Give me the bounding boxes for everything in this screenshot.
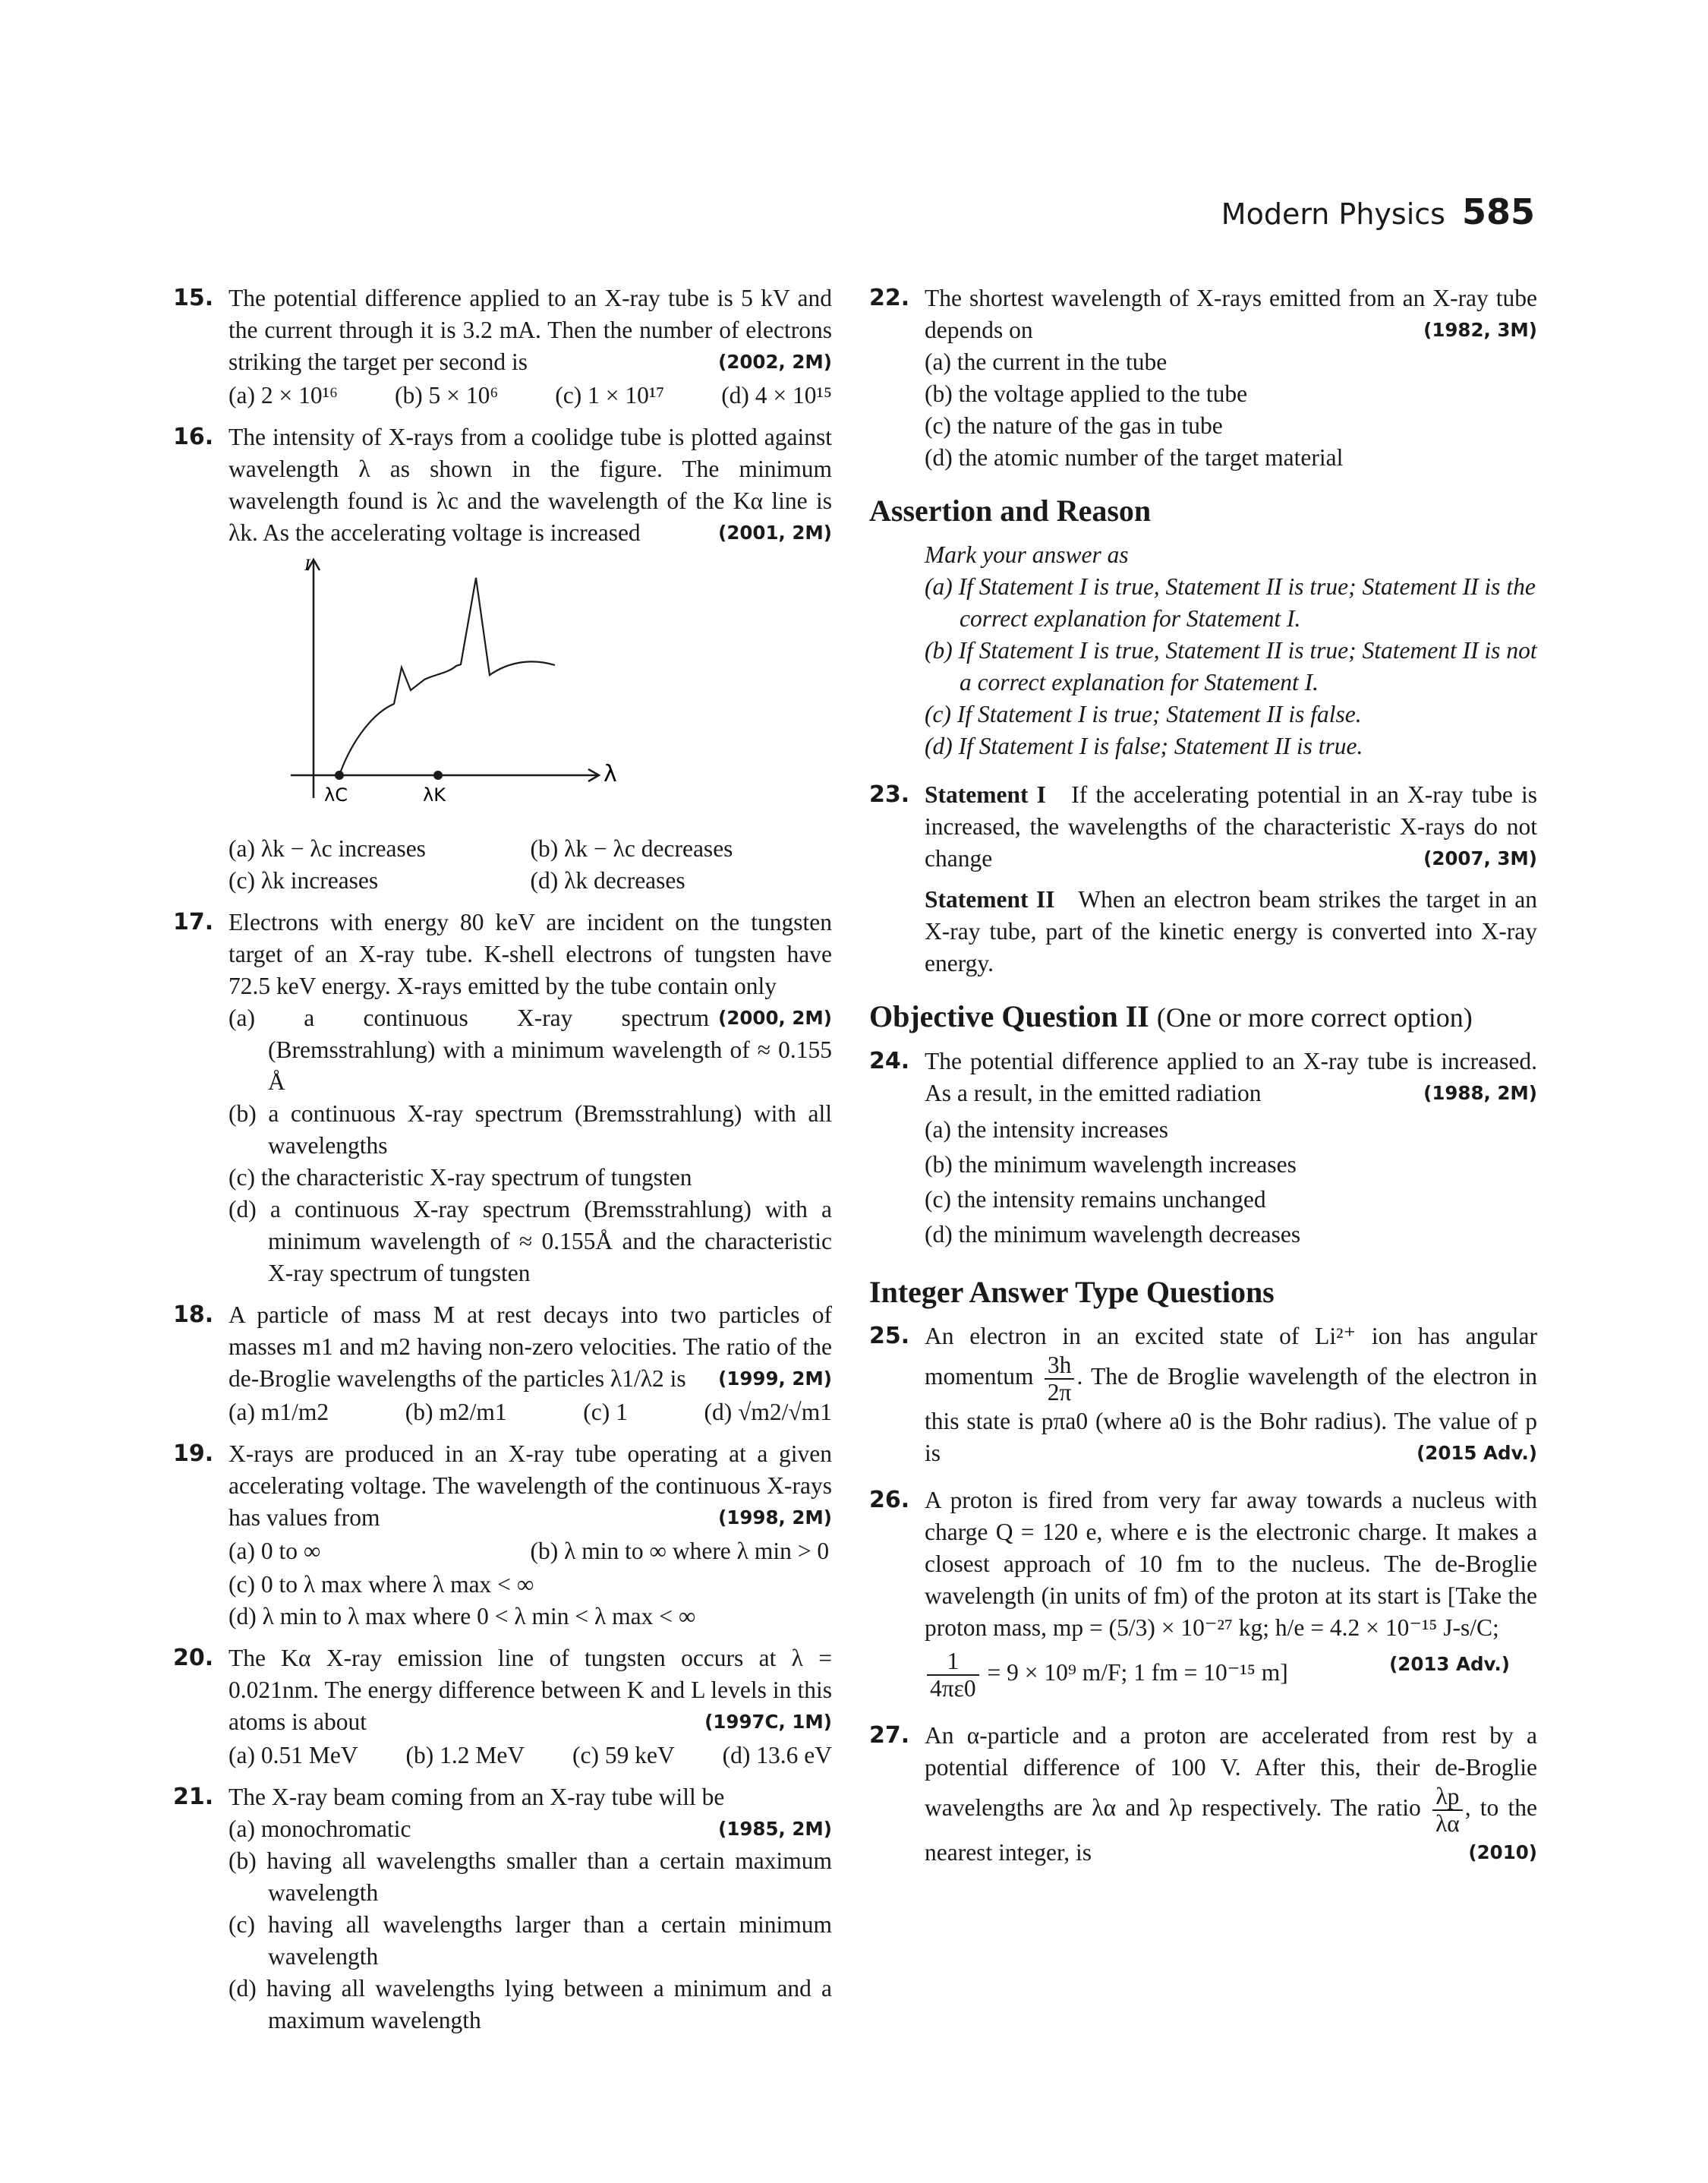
fraction-numerator: 3h bbox=[1045, 1352, 1075, 1380]
option-b: (b) λ min to ∞ where λ min > 0 bbox=[530, 1538, 830, 1564]
assertion-instructions bbox=[869, 539, 1537, 762]
statement-2-text: When an electron beam strikes the target in an X-ray tube, part of the kinetic energy is converted into X-ray energy. bbox=[925, 886, 1537, 976]
left-column bbox=[173, 282, 832, 2046]
option-d: (d) 13.6 eV bbox=[722, 1742, 832, 1768]
question-number: 21. bbox=[173, 1784, 214, 1810]
question-16 bbox=[173, 421, 832, 897]
option-a: (a) monochromatic bbox=[228, 1815, 411, 1842]
question-25 bbox=[869, 1320, 1537, 1469]
question-number: 16. bbox=[173, 424, 214, 450]
question-text: Electrons with energy 80 keV are incident on the tungsten target of an X-ray tube. K-shell electrons of tungsten have 72.5 keV energy. X-rays emitted by the tube contain only bbox=[228, 909, 832, 999]
section-title: Modern Physics bbox=[1221, 197, 1445, 231]
fraction-coulomb bbox=[927, 1648, 979, 1702]
question-number: 23. bbox=[869, 781, 910, 808]
right-column bbox=[869, 282, 1537, 1879]
option-b: (b) having all wavelengths smaller than a certain maximum wavelength bbox=[228, 1847, 832, 1906]
question-text: The X-ray beam coming from an X-ray tube will be bbox=[228, 1784, 725, 1810]
question-text: X-rays are produced in an X-ray tube operating at a given accelerating voltage. The wavelength of the continuous X-rays has values from bbox=[228, 1440, 832, 1531]
objective-ii-title: Objective Question II bbox=[869, 999, 1149, 1033]
question-27 bbox=[869, 1720, 1537, 1869]
fraction-lambda-ratio bbox=[1432, 1784, 1463, 1837]
option-b: (b) 5 × 10⁶ bbox=[394, 382, 499, 409]
options-row bbox=[228, 1740, 832, 1771]
question-19 bbox=[173, 1438, 832, 1633]
option-d: (d) the minimum wavelength decreases bbox=[925, 1221, 1301, 1248]
question-text: The Kα X-ray emission line of tungsten occurs at λ = 0.021nm. The energy difference between K and L levels in this atoms is about bbox=[228, 1645, 832, 1735]
question-number: 19. bbox=[173, 1440, 214, 1467]
intensity-curve bbox=[339, 578, 555, 775]
year-tag: (2007, 3M) bbox=[1423, 847, 1537, 869]
option-c: (c) the nature of the gas in tube bbox=[925, 412, 1223, 439]
question-number: 27. bbox=[869, 1722, 910, 1749]
option-a: (a) 0 to ∞ bbox=[228, 1538, 321, 1564]
option-b: (b) λk − λc decreases bbox=[530, 835, 733, 862]
option-a: (a) m1/m2 bbox=[228, 1399, 329, 1425]
option-c: (c) 1 bbox=[583, 1399, 628, 1425]
statement-1-label: Statement I bbox=[925, 781, 1046, 808]
option-b: (b) m2/m1 bbox=[405, 1399, 507, 1425]
question-20 bbox=[173, 1642, 832, 1771]
question-number: 24. bbox=[869, 1048, 910, 1074]
question-text-cont: , to the nearest integer, is bbox=[925, 1794, 1537, 1866]
question-text: The potential difference applied to an X-ray tube is increased. As a result, in the emitted radiation bbox=[925, 1048, 1537, 1106]
question-text: The potential difference applied to an X-ray tube is 5 kV and the current through it is 3.2 mA. Then the number of electrons striking the target per second is bbox=[228, 285, 832, 375]
question-number: 26. bbox=[869, 1487, 910, 1513]
question-text: An α-particle and a proton are accelerated from rest by a potential difference of 100 V. After this, their de-Broglie wavelengths are λα and λp respectively. The ratio bbox=[925, 1722, 1537, 1822]
fraction-numerator: λp bbox=[1432, 1784, 1463, 1811]
year-tag: (1988, 2M) bbox=[1423, 1082, 1537, 1104]
question-15 bbox=[173, 282, 832, 412]
option-b: (b) the minimum wavelength increases bbox=[925, 1151, 1297, 1178]
option-c: (c) the intensity remains unchanged bbox=[925, 1186, 1266, 1213]
question-26 bbox=[869, 1484, 1537, 1702]
graph-svg bbox=[228, 555, 684, 828]
instruction-lead: Mark your answer as bbox=[925, 541, 1129, 568]
option-d: (d) 4 × 10¹⁵ bbox=[721, 382, 832, 409]
year-tag: (2010) bbox=[1468, 1841, 1537, 1863]
question-18 bbox=[173, 1299, 832, 1428]
options-row bbox=[228, 380, 832, 412]
page-number: 585 bbox=[1461, 191, 1535, 232]
option-d: (d) λk decreases bbox=[530, 867, 685, 894]
option-c: (c) 59 keV bbox=[572, 1742, 675, 1768]
question-number: 22. bbox=[869, 285, 910, 311]
question-22 bbox=[869, 282, 1537, 474]
lambda-c-point bbox=[335, 771, 344, 780]
year-tag: (2001, 2M) bbox=[718, 522, 832, 544]
statement-2-label: Statement II bbox=[925, 886, 1055, 913]
question-text-cont: . The de Broglie wavelength of the electron in this state is pπa0 (where a0 is the Bohr radius). The value of p is bbox=[925, 1363, 1537, 1466]
question-text: A particle of mass M at rest decays into two particles of masses m1 and m2 having non-zero velocities. The ratio of the de-Broglie wavelengths of the particles λ1/λ2 is bbox=[228, 1301, 832, 1392]
question-number: 20. bbox=[173, 1645, 214, 1671]
option-d: (d) a continuous X-ray spectrum (Bremsstrahlung) with a minimum wavelength of ≈ 0.155Å and the characteristic X-ray spectrum of tungsten bbox=[228, 1196, 832, 1286]
option-a: (a) a continuous X-ray spectrum (Bremsstrahlung) with a minimum wavelength of ≈ 0.155 Å bbox=[228, 1005, 832, 1095]
option-d: (d) the atomic number of the target material bbox=[925, 444, 1344, 471]
ar-option-b: (b) If Statement I is true, Statement II is true; Statement II is not a correct explanation for Statement I. bbox=[925, 637, 1537, 696]
assertion-reason-heading: Assertion and Reason bbox=[869, 494, 1152, 528]
option-d: (d) √m2/√m1 bbox=[704, 1399, 832, 1425]
year-tag: (1999, 2M) bbox=[718, 1368, 832, 1390]
options-row bbox=[228, 1396, 832, 1428]
question-text: The shortest wavelength of X-rays emitted from an X-ray tube depends on bbox=[925, 285, 1537, 343]
fraction-numerator: 1 bbox=[927, 1648, 979, 1676]
question-text: The intensity of X-rays from a coolidge tube is plotted against wavelength λ as shown in the figure. The minimum wavelength found is λc and the wavelength of the Kα line is λk. As the accelerating voltage is increased bbox=[228, 424, 832, 546]
statement-1-text: If the accelerating potential in an X-ray tube is increased, the wavelengths of the characteristic X-rays do not change bbox=[925, 781, 1538, 872]
objective-ii-heading bbox=[869, 998, 1537, 1036]
year-tag: (2013 Adv.) bbox=[1389, 1653, 1510, 1675]
option-b: (b) the voltage applied to the tube bbox=[925, 380, 1248, 407]
option-d: (d) having all wavelengths lying between a minimum and a maximum wavelength bbox=[228, 1975, 832, 2033]
question-text-cont: = 9 × 10⁹ m/F; 1 fm = 10⁻¹⁵ m] bbox=[987, 1659, 1288, 1686]
option-a: (a) 0.51 MeV bbox=[228, 1742, 358, 1768]
question-number: 15. bbox=[173, 285, 214, 311]
year-tag: (1982, 3M) bbox=[1423, 319, 1537, 341]
option-c: (c) 1 × 10¹⁷ bbox=[555, 382, 665, 409]
fraction-3h-2pi bbox=[1045, 1352, 1075, 1405]
option-a: (a) the intensity increases bbox=[925, 1116, 1168, 1143]
option-d: (d) λ min to λ max where 0 < λ min < λ max < ∞ bbox=[228, 1603, 696, 1629]
year-tag: (2015 Adv.) bbox=[1417, 1442, 1537, 1464]
integer-heading: Integer Answer Type Questions bbox=[869, 1275, 1275, 1309]
lambda-k-point bbox=[433, 771, 443, 780]
year-tag: (2000, 2M) bbox=[718, 1007, 832, 1029]
question-23 bbox=[869, 779, 1537, 980]
ar-option-a: (a) If Statement I is true, Statement II is true; Statement II is the correct explanation for Statement I. bbox=[925, 573, 1536, 632]
question-text: An electron in an excited state of Li²⁺ ion has angular momentum bbox=[925, 1323, 1537, 1390]
option-b: (b) a continuous X-ray spectrum (Bremsstrahlung) with all wavelengths bbox=[228, 1100, 832, 1159]
year-tag: (1998, 2M) bbox=[718, 1506, 832, 1528]
option-a: (a) λk − λc increases bbox=[228, 835, 426, 862]
question-number: 17. bbox=[173, 909, 214, 935]
page-header bbox=[1221, 191, 1535, 232]
option-c: (c) the characteristic X-ray spectrum of tungsten bbox=[228, 1164, 692, 1191]
lambda-c-label: λC bbox=[324, 784, 348, 806]
fraction-denominator: 2π bbox=[1047, 1379, 1072, 1405]
question-24 bbox=[869, 1046, 1537, 1251]
question-text: A proton is fired from very far away towards a nucleus with charge Q = 120 e, where e is the electronic charge. It makes a closest approach of 10 fm to the nucleus. The de-Broglie wavelength (in units of fm) of the proton at its start is [Take the proton mass, mp = (5/3) × 10⁻²⁷ kg; h/e = 4.2 × 10⁻¹⁵ J-s/C; bbox=[925, 1487, 1537, 1641]
options-grid bbox=[228, 833, 832, 897]
option-c: (c) having all wavelengths larger than a certain minimum wavelength bbox=[228, 1911, 832, 1970]
year-tag: (1997C, 1M) bbox=[704, 1711, 832, 1733]
year-tag: (2002, 2M) bbox=[718, 351, 832, 373]
question-number: 18. bbox=[173, 1301, 214, 1328]
intensity-wavelength-graph bbox=[228, 555, 832, 828]
question-21 bbox=[173, 1781, 832, 2036]
ar-option-d: (d) If Statement I is false; Statement II is true. bbox=[925, 733, 1363, 759]
x-axis-label: λ bbox=[603, 761, 617, 787]
lambda-k-label: λK bbox=[423, 784, 446, 806]
question-number: 25. bbox=[869, 1323, 910, 1349]
fraction-denominator: 4πε0 bbox=[930, 1675, 976, 1702]
option-b: (b) 1.2 MeV bbox=[405, 1742, 525, 1768]
fraction-denominator: λα bbox=[1435, 1810, 1460, 1837]
question-17 bbox=[173, 907, 832, 1289]
y-axis-label: I bbox=[304, 555, 310, 574]
option-a: (a) the current in the tube bbox=[925, 349, 1168, 375]
option-a: (a) 2 × 10¹⁶ bbox=[228, 382, 339, 409]
ar-option-c: (c) If Statement I is true; Statement II is false. bbox=[925, 701, 1362, 727]
option-c: (c) λk increases bbox=[228, 867, 379, 894]
options-grid bbox=[228, 1535, 832, 1567]
year-tag: (1985, 2M) bbox=[718, 1818, 832, 1840]
objective-ii-subtitle: (One or more correct option) bbox=[1156, 1002, 1473, 1033]
option-c: (c) 0 to λ max where λ max < ∞ bbox=[228, 1571, 534, 1598]
